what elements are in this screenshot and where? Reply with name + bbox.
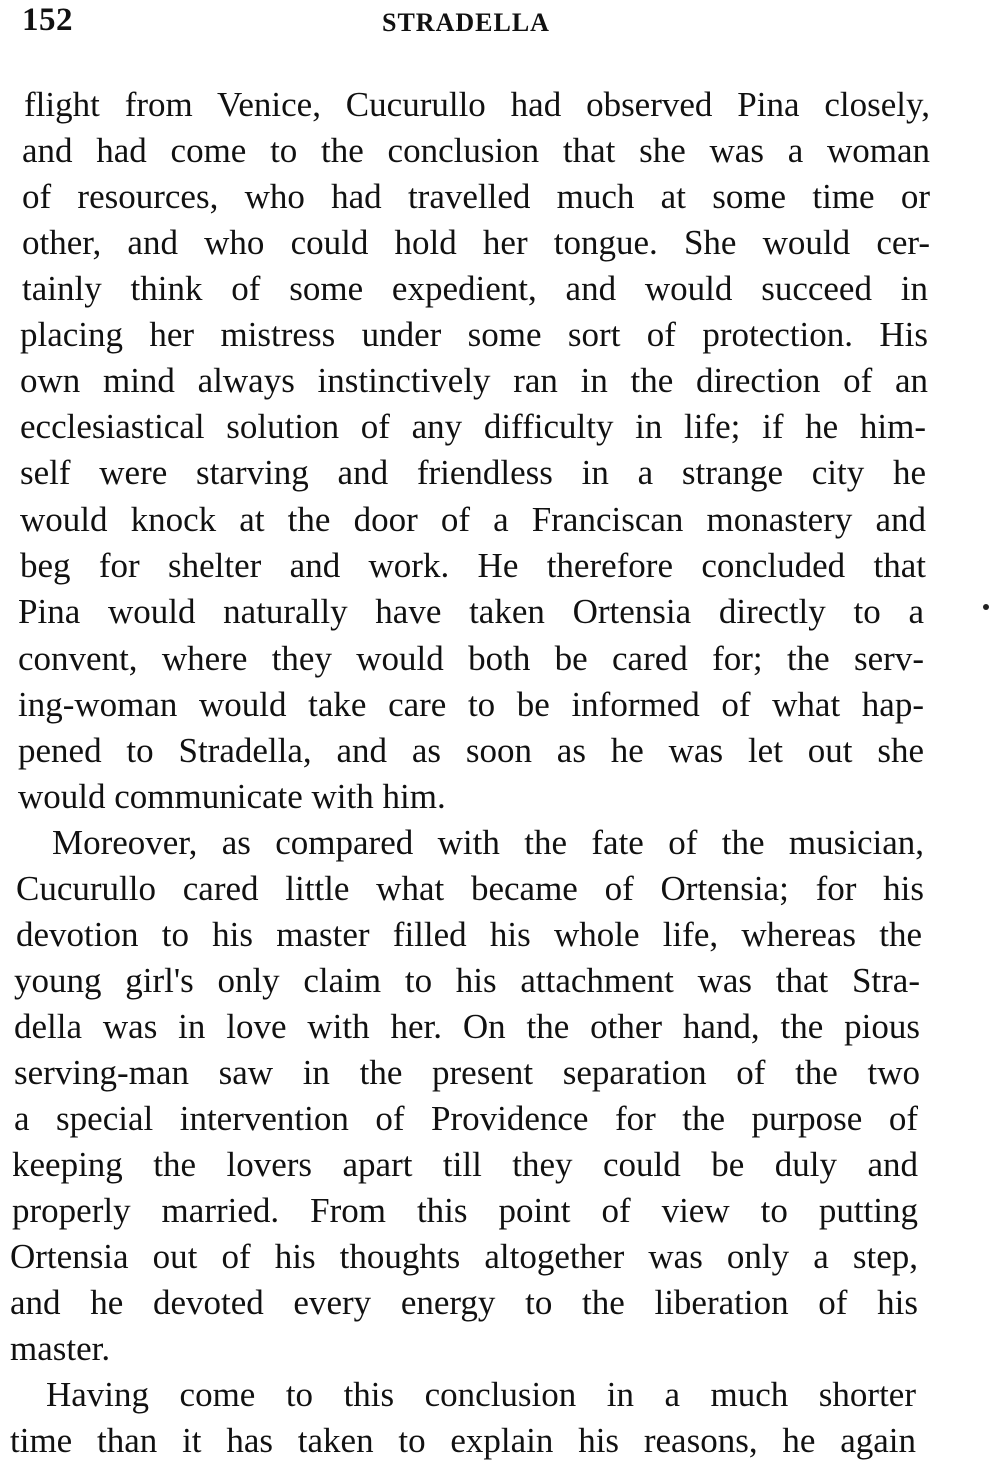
page-number: 152 bbox=[22, 2, 73, 38]
text-line: Pina would naturally have taken Ortensia directly to a bbox=[18, 592, 924, 631]
text-line: convent, where they would both be cared for; the serv- bbox=[18, 639, 924, 678]
text-line: ecclesiastical solution of any difficulty in life; if he him- bbox=[20, 407, 926, 446]
text-line: would knock at the door of a Franciscan monastery and bbox=[20, 500, 926, 539]
text-line: devotion to his master filled his whole life, whereas the bbox=[16, 915, 922, 954]
text-line: Ortensia out of his thoughts altogether was only a step, bbox=[10, 1237, 918, 1276]
text-line: ing-woman would take care to be informed of what hap- bbox=[18, 685, 924, 724]
running-head bbox=[22, 2, 582, 42]
text-line: della was in love with her. On the other hand, the pious bbox=[14, 1007, 920, 1046]
text-line: serving-man saw in the present separation of the two bbox=[14, 1053, 920, 1092]
text-line: self were starving and friendless in a strange city he bbox=[20, 453, 926, 492]
text-line: other, and who could hold her tongue. She would cer- bbox=[22, 223, 930, 262]
text-line: and he devoted every energy to the liberation of his bbox=[10, 1283, 918, 1322]
text-line: flight from Venice, Cucurullo had observed Pina closely, bbox=[24, 85, 930, 124]
text-line: time than it has taken to explain his reasons, he again bbox=[10, 1421, 916, 1460]
text-line: and had come to the conclusion that she was a woman bbox=[22, 131, 930, 170]
text-line: would communicate with him. bbox=[18, 777, 446, 816]
text-line: keeping the lovers apart till they could be duly and bbox=[12, 1145, 918, 1184]
text-line: Cucurullo cared little what became of Ortensia; for his bbox=[16, 869, 924, 908]
text-line: young girl's only claim to his attachment was that Stra- bbox=[14, 961, 920, 1000]
text-line: properly married. From this point of view to putting bbox=[12, 1191, 918, 1230]
text-line: master. bbox=[10, 1329, 111, 1368]
text-line: own mind always instinctively ran in the direction of an bbox=[20, 361, 928, 400]
text-line: beg for shelter and work. He therefore concluded that bbox=[20, 546, 926, 585]
text-line: pened to Stradella, and as soon as he was let out she bbox=[18, 731, 924, 770]
text-line: a special intervention of Providence for the purpose of bbox=[14, 1099, 918, 1138]
running-title: STRADELLA bbox=[382, 8, 550, 37]
text-line: placing her mistress under some sort of protection. His bbox=[20, 315, 928, 354]
text-line: Moreover, as compared with the fate of the musician, bbox=[52, 823, 924, 862]
text-line: Having come to this conclusion in a much shorter bbox=[46, 1375, 916, 1414]
text-line: tainly think of some expedient, and would succeed in bbox=[22, 269, 928, 308]
text-line: of resources, who had travelled much at some time or bbox=[22, 177, 930, 216]
margin-dot bbox=[983, 604, 989, 610]
